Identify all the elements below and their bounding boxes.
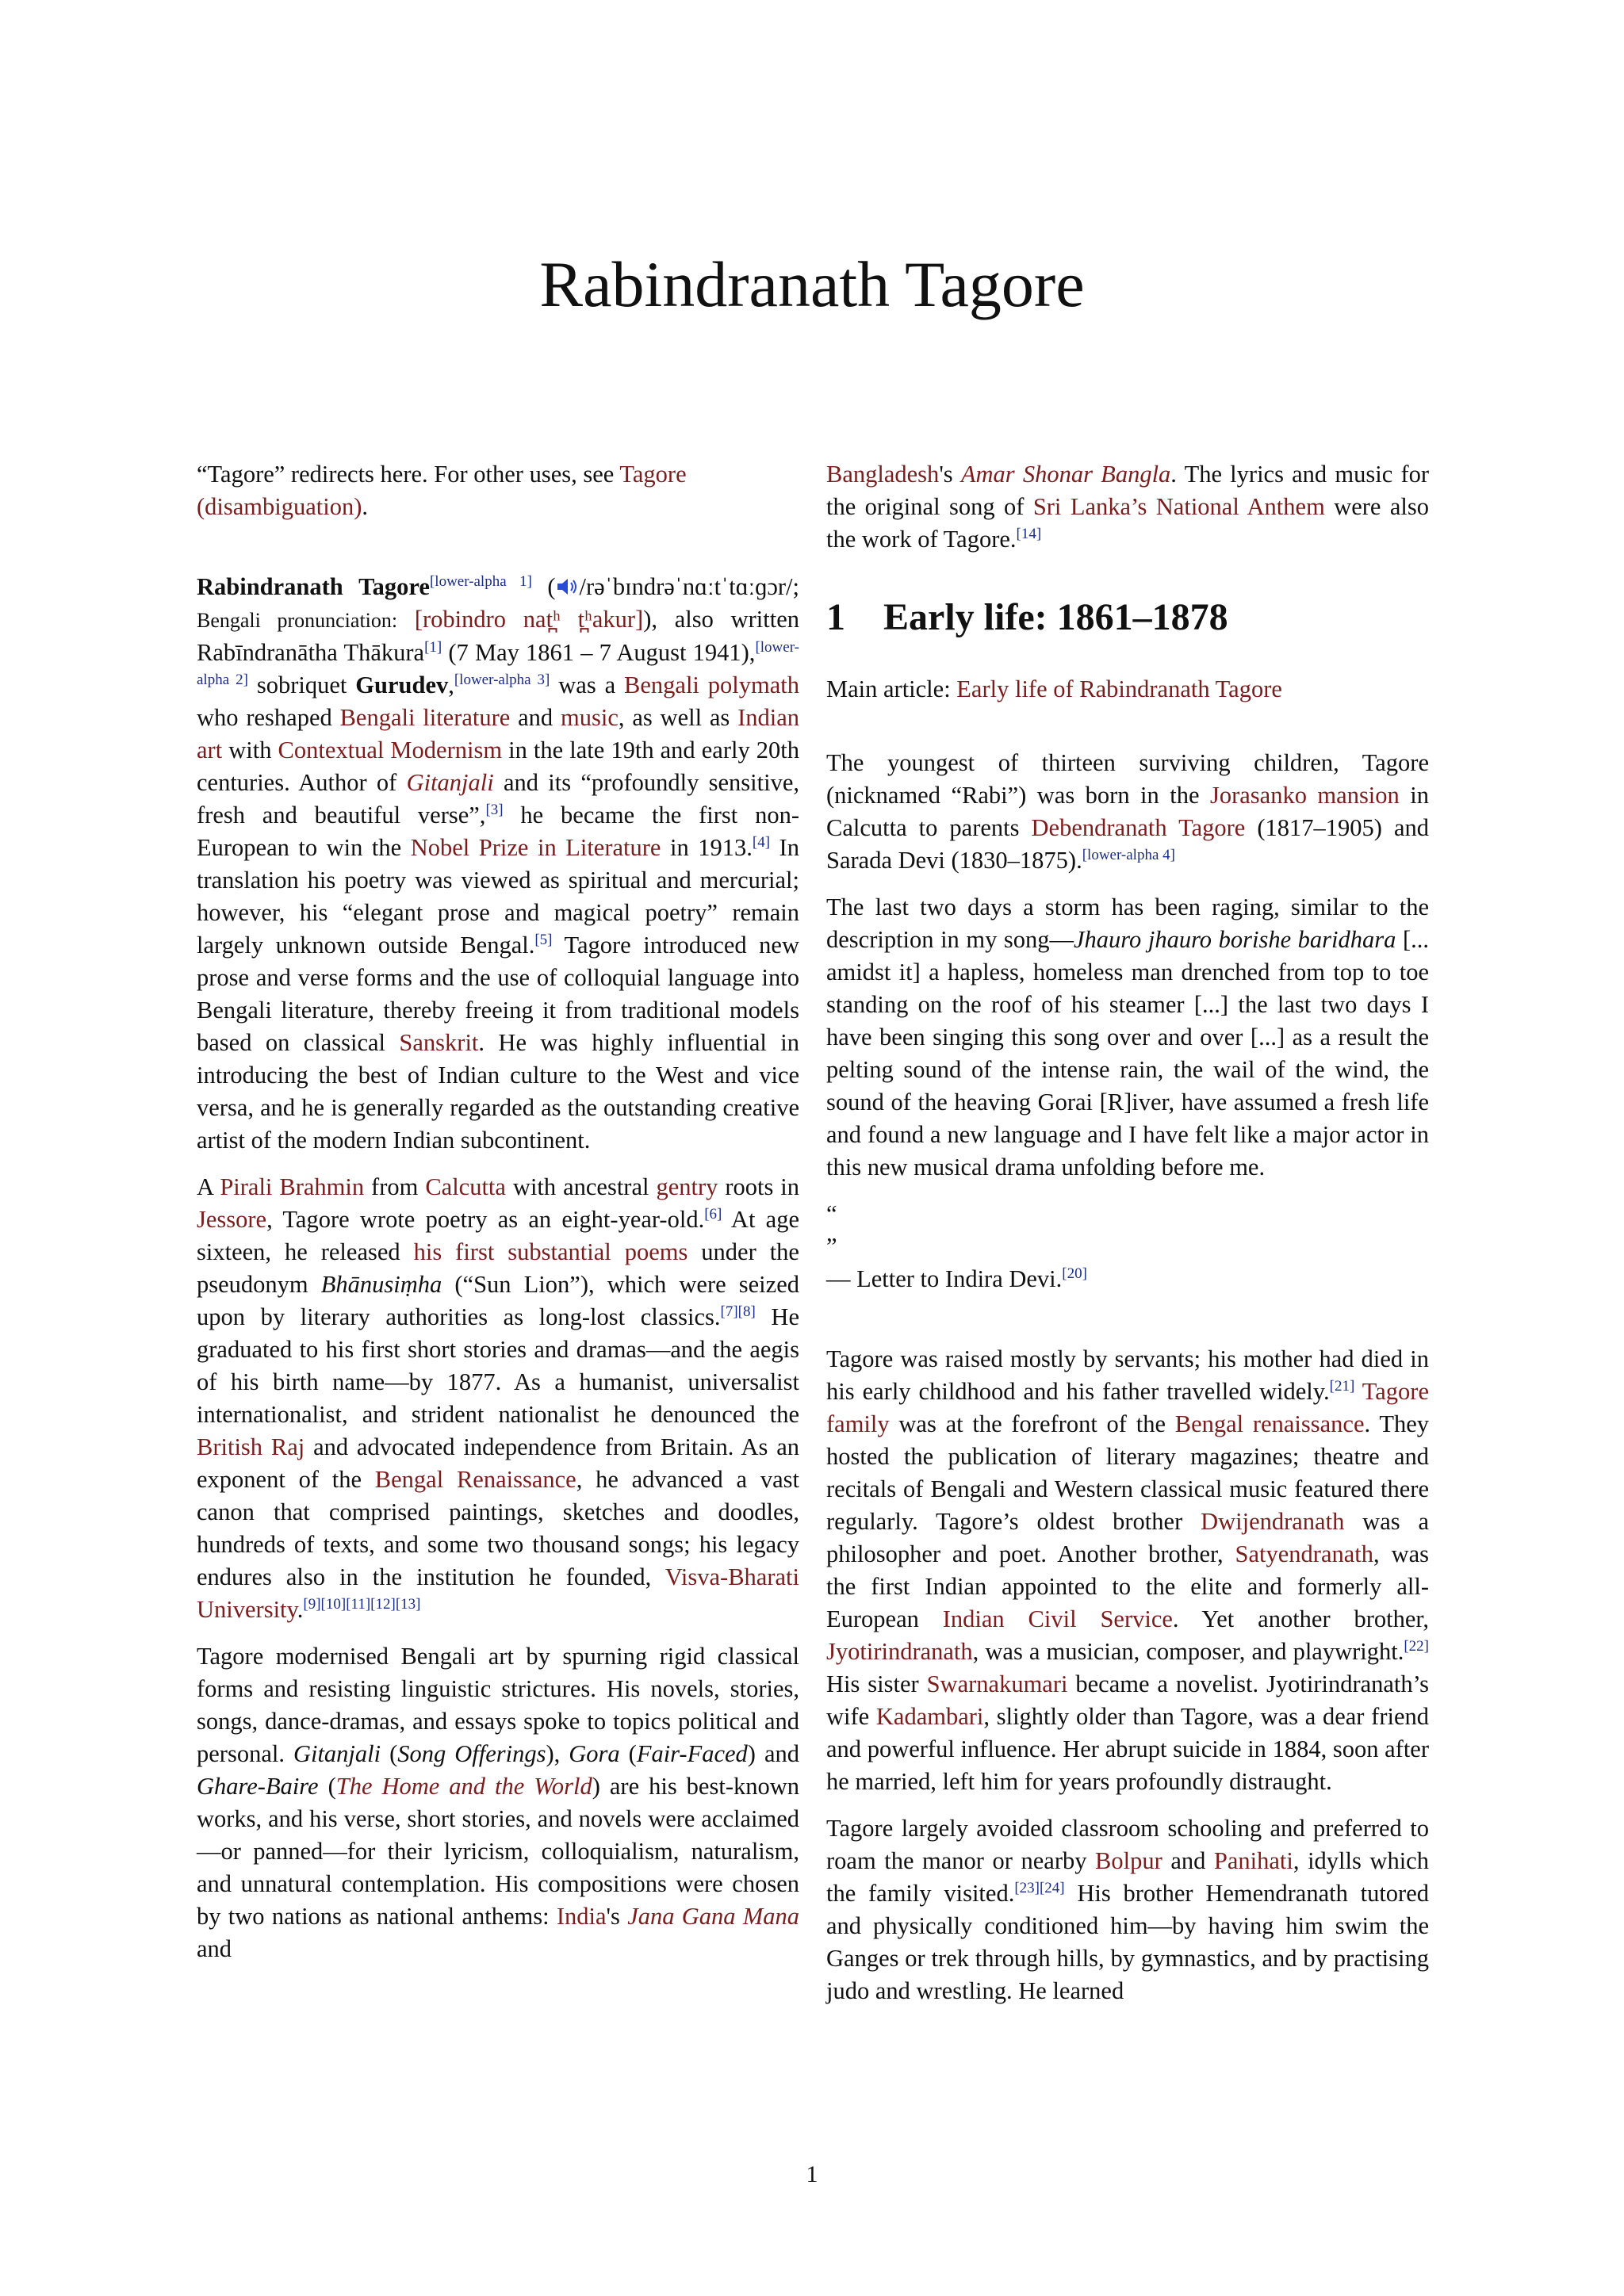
family-paragraph	[826, 1343, 1429, 1798]
text: At age sixteen, he released	[197, 1206, 799, 1265]
text: with	[222, 737, 278, 763]
ref-1[interactable]: [1]	[424, 638, 442, 656]
ref-14[interactable]: [14]	[1016, 525, 1042, 542]
text: from	[364, 1173, 426, 1200]
text: . The lyrics and music for the original song of	[826, 461, 1430, 520]
works-paragraph	[197, 1640, 799, 1965]
also-written-text: ), also written Rabīndranātha Thākura	[197, 606, 799, 666]
british-raj-link[interactable]: British Raj	[197, 1433, 305, 1460]
text: Tagore introduced new prose and verse forms and the use of colloquial language into Bengali literature, thereby freeing it from traditional models based on classical	[197, 932, 799, 1056]
ref-5[interactable]: [5]	[534, 931, 553, 948]
text: (	[381, 1740, 398, 1767]
bengali-ipa-link[interactable]: [robindro nat̪ʰ t̪ʰakur]	[414, 606, 644, 633]
ref-lower-alpha-2[interactable]: [lower-alpha 2]	[197, 638, 799, 688]
tagore-disambiguation-link[interactable]: Tagore (disambiguation)	[197, 461, 687, 520]
speaker-icon[interactable]	[556, 576, 580, 597]
text: and	[197, 1935, 232, 1962]
text: under the pseudonym	[197, 1238, 799, 1298]
text: (	[619, 1740, 637, 1767]
text: and its “profoundly sensitive, fresh and beautiful verse”,	[197, 769, 799, 828]
text: ) are his best-known works, and his verse, short stories, and novels were acclaimed—or panned—for their lyricism, colloquialism, naturalism, and unnatural contemplation. His compositions were chosen by two nations as national anthems:	[197, 1773, 799, 1930]
text: roots in	[718, 1173, 799, 1200]
tagore-family-link[interactable]: Tagore family	[826, 1378, 1429, 1437]
text: His brother Hemendranath tutored and physically conditioned him—by having him swim the Ganges or trek through hills, by gymnastics, and by practising judo and wrestling. He learned	[826, 1880, 1429, 2004]
jessore-link[interactable]: Jessore	[197, 1206, 267, 1233]
text: ) and	[747, 1740, 799, 1767]
ref-21[interactable]: [21]	[1329, 1377, 1355, 1395]
satyendranath-link[interactable]: Satyendranath	[1235, 1540, 1374, 1567]
text: , Tagore wrote poetry as an eight-year-old.	[266, 1206, 705, 1233]
text: he became the first non-European to win the	[197, 802, 799, 861]
bhanusimha: Bhānusiṃha	[320, 1271, 442, 1298]
song-offerings-title: Song Offerings	[397, 1740, 546, 1767]
text: . They hosted the publication of literary magazines; theatre and recitals of Bengali and Western classical music featured there regularly. Tagore’s oldest brother	[826, 1410, 1429, 1535]
text: was a	[550, 672, 625, 698]
text: and advocated independence from Britain. As an exponent of the	[197, 1433, 799, 1493]
bengal-renaissance-link-2[interactable]: Bengal renaissance	[1174, 1410, 1365, 1437]
india-link[interactable]: India	[556, 1903, 607, 1930]
text: 's	[606, 1903, 628, 1930]
ref-23-24[interactable]: [23][24]	[1014, 1879, 1065, 1896]
birth-paragraph	[826, 747, 1429, 877]
pirali-brahmin-link[interactable]: Pirali Brahmin	[220, 1173, 365, 1200]
dwijendranath-link[interactable]: Dwijendranath	[1201, 1508, 1345, 1535]
text: , was a musician, composer, and playwright.	[972, 1638, 1404, 1665]
close-quote-mark: ”	[826, 1233, 837, 1260]
text: 's	[939, 461, 961, 488]
life-dates: (7 May 1861 – 7 August 1941),	[442, 639, 756, 666]
gitanjali-link[interactable]: Gitanjali	[406, 769, 494, 796]
text: who reshaped	[197, 704, 340, 731]
ref-9-13[interactable]: [9][10][11][12][13]	[303, 1595, 421, 1613]
left-column	[197, 458, 799, 1980]
section-number: 1	[826, 596, 845, 638]
ghare-baire-title: Ghare-Baire	[197, 1773, 319, 1800]
text: Tagore modernised Bengali art by spurning rigid classical forms and resisting linguistic strictures. His novels, stories, songs, dance-dramas, and essays spoke to topics political and personal.	[197, 1643, 799, 1767]
fair-faced-title: Fair-Faced	[636, 1740, 748, 1767]
ref-20[interactable]: [20]	[1062, 1265, 1087, 1282]
quote-text	[826, 891, 1429, 1184]
text: . Yet another brother,	[1172, 1605, 1429, 1632]
text: , he advanced a vast canon that comprised paintings, sketches and doodles, hundreds of texts, and some two thousand songs; his legacy endures also in the institution he founded,	[197, 1466, 799, 1590]
bolpur-link[interactable]: Bolpur	[1095, 1847, 1162, 1874]
text: , was the first Indian appointed to the elite and formerly all-European	[826, 1540, 1429, 1632]
nobel-prize-link[interactable]: Nobel Prize in Literature	[410, 834, 661, 861]
text: , slightly older than Tagore, was a dear friend and powerful influence. Her abrupt suicide in 1884, soon after he married, left him for years profoundly distraught.	[826, 1703, 1429, 1795]
bengali-literature-link[interactable]: Bengali literature	[339, 704, 511, 731]
text: He graduated to his first short stories and dramas—and the aegis of his birth name—by 1877. As a humanist, universalist internationalist, and strident nationalist he denounced the	[197, 1303, 799, 1428]
jana-gana-mana-link[interactable]: Jana Gana Mana	[627, 1903, 799, 1930]
song-title: Jhauro jhauro borishe baridhara	[1074, 926, 1396, 953]
jyotirindranath-link[interactable]: Jyotirindranath	[826, 1638, 973, 1665]
text: The youngest of thirteen surviving children, Tagore (nicknamed “Rabi”) was born in the	[826, 749, 1429, 809]
amar-shonar-bangla-link[interactable]: Amar Shonar Bangla	[960, 461, 1171, 488]
text: .	[297, 1596, 304, 1623]
bengali-pronunciation-label: Bengali pronunciation:	[197, 609, 398, 632]
gentry-link[interactable]: gentry	[656, 1173, 718, 1200]
text: (1817–1905) and Sarada Devi (1830–1875).	[826, 814, 1429, 874]
text: , as well as	[618, 704, 738, 731]
text: A	[197, 1173, 220, 1200]
first-poems-link[interactable]: his first substantial poems	[413, 1238, 688, 1265]
hatnote	[197, 458, 799, 523]
schooling-paragraph	[826, 1812, 1429, 2007]
ref-lower-alpha-3[interactable]: [lower-alpha 3]	[454, 671, 550, 688]
ref-6[interactable]: [6]	[704, 1205, 722, 1223]
gora-title: Gora	[569, 1740, 620, 1767]
text: ),	[546, 1740, 569, 1767]
text: in the late 19th and early 20th centuries. Author of	[197, 737, 799, 796]
text: , idylls which the family visited.	[826, 1847, 1429, 1907]
ref-4[interactable]: [4]	[752, 833, 771, 851]
indian-art-link[interactable]: Indian art	[197, 704, 800, 763]
debendranath-tagore-link[interactable]: Debendranath Tagore	[1031, 814, 1246, 841]
origins-paragraph	[197, 1171, 799, 1626]
open-quote-mark: “	[826, 1200, 837, 1227]
visva-bharati-link[interactable]: Visva-Bharati University	[197, 1563, 799, 1623]
text: . He was highly influential in introducing the best of Indian culture to the West and vice versa, and he is generally regarded as the outstanding creative artist of the modern Indian subcontinent.	[197, 1029, 799, 1154]
comma: ,	[448, 672, 454, 698]
early-life-article-link[interactable]: Early life of Rabindranath Tagore	[956, 675, 1282, 702]
ref-lower-alpha-4[interactable]: [lower-alpha 4]	[1082, 846, 1175, 863]
music-link[interactable]: music	[561, 704, 619, 731]
text: and	[1162, 1847, 1214, 1874]
attribution-text: — Letter to Indira Devi.	[826, 1265, 1063, 1292]
ref-7-8[interactable]: [7][8]	[720, 1303, 756, 1320]
page-title: Rabindranath Tagore	[539, 248, 1085, 320]
bengal-renaissance-link[interactable]: Bengal Renaissance	[374, 1466, 576, 1493]
text: in Calcutta to parents	[826, 782, 1429, 841]
gitanjali-title: Gitanjali	[293, 1740, 381, 1767]
text: was a philosopher and poet. Another brother,	[826, 1508, 1429, 1567]
right-column	[826, 458, 1429, 2022]
calcutta-link[interactable]: Calcutta	[425, 1173, 506, 1200]
subject-name-first: Rabindranath	[197, 573, 343, 600]
main-article-label: Main article:	[826, 675, 957, 702]
intro-paragraph	[197, 571, 799, 1157]
sri-lanka-anthem-link[interactable]: Sri Lanka’s National Anthem	[1032, 493, 1325, 520]
english-ipa: /rəˈbɪndrəˈnɑːtˈtɑːɡɔr/;	[579, 573, 800, 600]
ref-22[interactable]: [22]	[1404, 1637, 1429, 1655]
main-article-note	[826, 673, 1429, 706]
page-number: 1	[806, 2161, 818, 2187]
indian-civil-service-link[interactable]: Indian Civil Service	[942, 1605, 1173, 1632]
gurudev: Gurudev	[355, 672, 449, 698]
swarnakumari-link[interactable]: Swarnakumari	[926, 1670, 1068, 1697]
text: became a novelist. Jyotirindranath’s wife	[826, 1670, 1429, 1730]
bengali-polymath-link[interactable]: Bengali polymath	[624, 672, 799, 698]
text: Tagore was raised mostly by servants; his mother had died in his early childhood and his father travelled widely.	[826, 1345, 1429, 1405]
text: His sister	[826, 1670, 927, 1697]
section-heading-early-life	[826, 594, 1429, 641]
sobriquet-text: sobriquet	[248, 672, 356, 698]
jorasanko-mansion-link[interactable]: Jorasanko mansion	[1209, 782, 1400, 809]
text: (“Sun Lion”), which were seized upon by literary authorities as long-lost classics.	[197, 1271, 799, 1330]
text: were also the work of Tagore.	[826, 493, 1430, 553]
ref-lower-alpha-1[interactable]: [lower-alpha 1]	[429, 572, 532, 590]
text: was at the forefront of the	[889, 1410, 1175, 1437]
kadambari-link[interactable]: Kadambari	[875, 1703, 984, 1730]
text: The last two days a storm has been raging, similar to the description in my song—	[826, 894, 1429, 953]
text: and	[510, 704, 561, 731]
text: with ancestral	[505, 1173, 657, 1200]
hatnote-period: .	[362, 493, 369, 520]
text: in 1913.	[661, 834, 753, 861]
hatnote-text: “Tagore” redirects here. For other uses, see	[197, 461, 620, 488]
bangladesh-link[interactable]: Bangladesh	[826, 461, 940, 488]
ref-3[interactable]: [3]	[485, 801, 504, 818]
quote-attribution	[826, 1263, 1429, 1295]
text: (	[318, 1773, 336, 1800]
section-title: Early life: 1861–1878	[883, 596, 1228, 638]
panihati-link[interactable]: Panihati	[1213, 1847, 1293, 1874]
subject-name-last: Tagore	[358, 573, 430, 600]
ipa-paren: (	[547, 573, 556, 600]
text: [... amidst it] a hapless, homeless man drenched from top to toe standing on the roof of his steamer [...] the last two days I have been singing this song over and over [...] as a result the pelting sound of the intense rain, the wail of the wind, the sound of the heaving Gorai [R]iver, have assumed a fresh life and found a new language and I have felt like a major actor in this new musical drama unfolding before me.	[826, 926, 1429, 1181]
sanskrit-link[interactable]: Sanskrit	[399, 1029, 479, 1056]
home-and-world-link[interactable]: The Home and the World	[335, 1773, 592, 1800]
text: In translation his poetry was viewed as spiritual and mercurial; however, his “elegant prose and magical poetry” remain largely unknown outside Bengal.	[197, 834, 799, 959]
anthems-continuation	[826, 458, 1429, 556]
text: Tagore largely avoided classroom schooling and preferred to roam the manor or nearby	[826, 1815, 1429, 1874]
contextual-modernism-link[interactable]: Contextual Modernism	[278, 737, 503, 763]
